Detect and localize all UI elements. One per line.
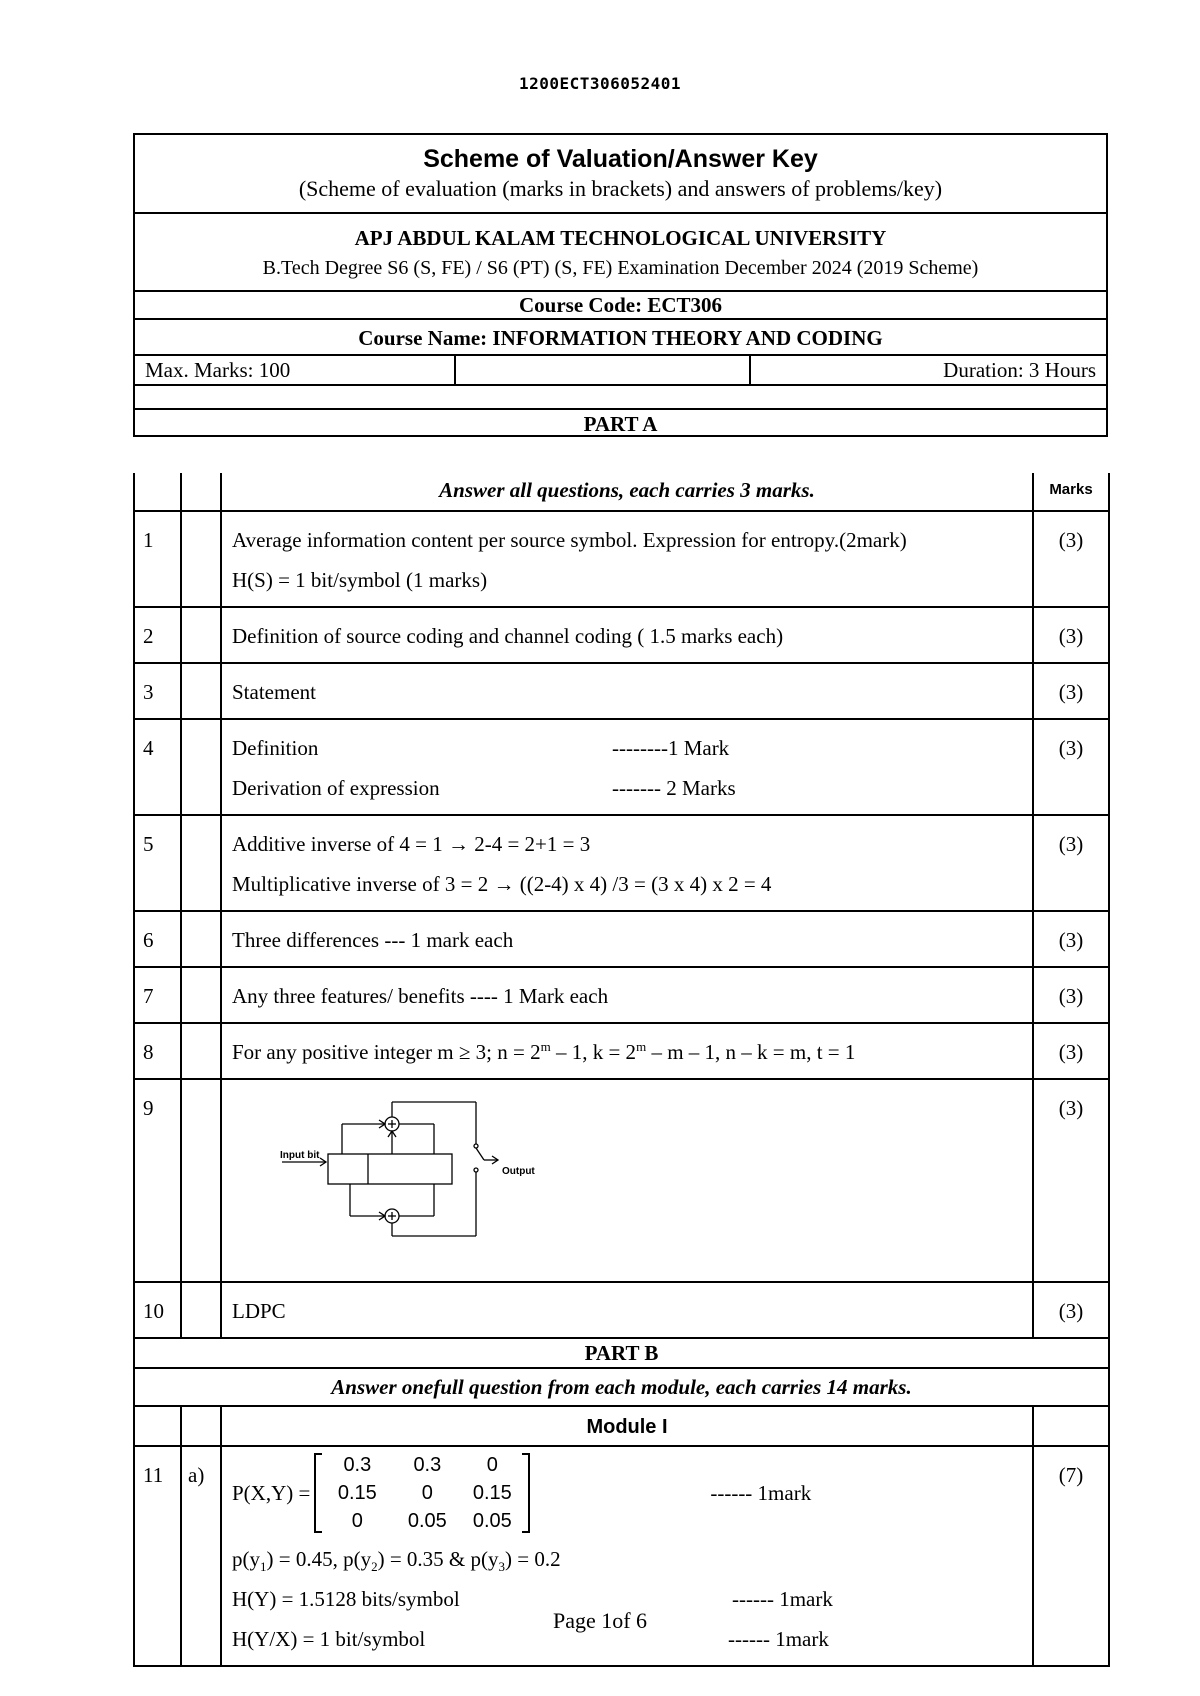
answer-text: $p(y_1) = 0.45$, $p(y_2) = 0.35$ & $p(y_3) = 0.2$: [232, 1547, 561, 1575]
table-row: [134, 1023, 1109, 1079]
question-marks: (3): [1033, 663, 1109, 719]
answer-text: Any three features/ benefits ---- 1 Mark each: [221, 967, 1033, 1023]
question-marks: (3): [1033, 1282, 1109, 1338]
course-code: Course Code: ECT306: [133, 290, 1108, 320]
marks-duration-row: [133, 354, 1108, 386]
sub-question: a): [181, 1446, 221, 1666]
part-b-title: PART B: [134, 1338, 1109, 1368]
table-row: [134, 719, 1109, 815]
answer-text: LDPC: [221, 1282, 1033, 1338]
table-row: [134, 607, 1109, 663]
question-number: 6: [134, 911, 181, 967]
part-b-instruction-row: [134, 1368, 1109, 1406]
table-row: [134, 663, 1109, 719]
mark-split: --------1 Mark: [612, 736, 730, 760]
question-number: 7: [134, 967, 181, 1023]
question-marks: (3): [1033, 1079, 1109, 1282]
answer-text: H(S) = 1 bit/symbol (1 marks): [232, 568, 488, 592]
exam-name: B.Tech Degree S6 (S, FE) / S6 (PT) (S, FE) Examination December 2024 (2019 Scheme): [262, 257, 979, 279]
university-name: APJ ABDUL KALAM TECHNOLOGICAL UNIVERSITY: [354, 226, 887, 250]
question-marks: (3): [1033, 1023, 1109, 1079]
mark-split: ------- 2 Marks: [612, 776, 736, 800]
question-number: 11: [134, 1446, 181, 1666]
table-row: [134, 1282, 1109, 1338]
part-a-instruction: Answer all questions, each carries 3 marks.: [221, 473, 1033, 511]
question-marks: (3): [1033, 911, 1109, 967]
page-number: Page 1of 6: [552, 1608, 648, 1633]
answer-text: Definition: [232, 736, 319, 760]
convolutional-encoder-diagram: [222, 1080, 1034, 1268]
answer-text: Multiplicative inverse of 3 = 2 → ((2-4) x 4) /3 = (3 x 4) x 2 = 4: [232, 872, 772, 896]
max-marks: Max. Marks: 100: [145, 358, 291, 382]
question-number: 4: [134, 719, 181, 815]
question-number: 5: [134, 815, 181, 911]
question-number: 1: [134, 511, 181, 607]
page-title: Scheme of Valuation/Answer Key: [423, 145, 818, 173]
module-title: Module I: [221, 1406, 1033, 1446]
course-name-row: [133, 318, 1108, 356]
question-marks: (3): [1033, 719, 1109, 815]
table-row: [134, 967, 1109, 1023]
header-title-box: [133, 133, 1108, 214]
question-number: 10: [134, 1282, 181, 1338]
answer-text: H(Y/X) = 1 bit/symbol: [232, 1627, 426, 1651]
spacer-row: [133, 384, 1108, 410]
table-row: [134, 911, 1109, 967]
part-b-instruction: Answer onefull question from each module, each carries 14 marks.: [134, 1368, 1109, 1406]
answer-text: Statement: [221, 663, 1033, 719]
part-a-instruction-row: [134, 473, 1109, 511]
answer-text: Definition of source coding and channel coding ( 1.5 marks each): [221, 607, 1033, 663]
question-marks: (3): [1033, 815, 1109, 911]
course-name: INFORMATION THEORY AND CODING: [492, 326, 883, 350]
question-table: [133, 473, 1110, 1667]
part-a-title: PART A: [133, 408, 1108, 437]
question-marks: (3): [1033, 607, 1109, 663]
input-label: Input bit: [280, 1150, 320, 1161]
document-id: 1200ECT306052401: [518, 74, 682, 93]
shift-register: [328, 1154, 452, 1184]
question-number: 2: [134, 607, 181, 663]
row-divider: [749, 354, 751, 386]
part-b-title-row: [134, 1338, 1109, 1368]
answer-text: Three differences --- 1 mark each: [221, 911, 1033, 967]
table-row: [134, 511, 1109, 607]
mark-split: ------ 1mark: [732, 1587, 833, 1611]
question-number: 3: [134, 663, 181, 719]
joint-prob-label: P(X,Y) =: [232, 1481, 311, 1505]
question-number: 8: [134, 1023, 181, 1079]
joint-prob-matrix: 0.3 0.3 0 0.15 0 0.15 0 0.05 0.05: [314, 1451, 530, 1535]
duration: Duration: 3 Hours: [943, 358, 1096, 382]
table-row: [134, 1079, 1109, 1282]
answer-text: H(Y) = 1.5128 bits/symbol: [232, 1587, 460, 1611]
answer-text: Derivation of expression: [232, 776, 440, 800]
mark-split: ------ 1mark: [728, 1627, 829, 1651]
marks-header: Marks: [1033, 473, 1109, 511]
course-name-label: Course Name:: [358, 326, 493, 350]
page-subtitle: (Scheme of evaluation (marks in brackets) and answers of problems/key): [298, 176, 943, 201]
answer-text: Additive inverse of 4 = 1 → 2-4 = 2+1 = 3: [232, 832, 591, 856]
answer-text: Average information content per source symbol. Expression for entropy.(2mark): [232, 528, 907, 552]
question-number: 9: [134, 1079, 181, 1282]
question-marks: (3): [1033, 967, 1109, 1023]
answer-text: For any positive integer m ≥ 3; $n = 2^m - 1$, $k = 2^m - m - 1$, n – k = m, t = 1: [221, 1023, 1033, 1079]
university-box: [133, 212, 1108, 292]
question-marks: (3): [1033, 511, 1109, 607]
question-marks: (7): [1033, 1446, 1109, 1666]
module-row: [134, 1406, 1109, 1446]
output-label: Output: [502, 1166, 535, 1177]
table-row: [134, 815, 1109, 911]
row-divider: [454, 354, 456, 386]
mark-split: ------ 1mark: [710, 1481, 812, 1505]
